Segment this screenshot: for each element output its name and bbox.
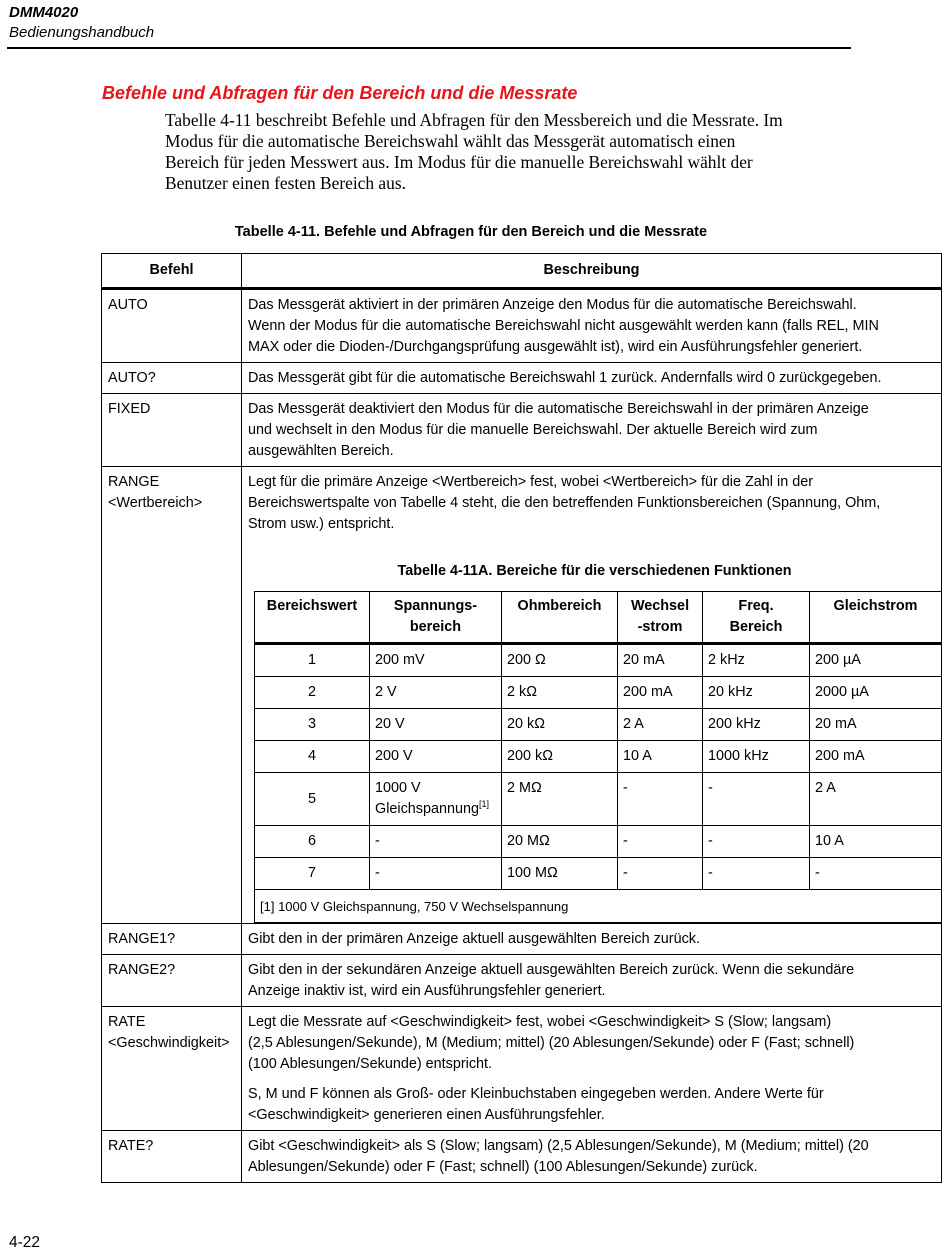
- ohm-range: 200 Ω: [502, 644, 618, 677]
- description-cell: [242, 289, 942, 363]
- description-line: Legt die Messrate auf <Geschwindigkeit> fest, wobei <Geschwindigkeit> S (Slow; langsam): [248, 1014, 832, 1030]
- command-name: AUTO: [108, 297, 148, 313]
- range-value: 5: [255, 773, 370, 826]
- description-line: Das Messgerät gibt für die automatische Bereichswahl 1 zurück. Andernfalls wird 0 zurückgegeben.: [248, 370, 882, 386]
- ohm-range: 100 MΩ: [502, 858, 618, 890]
- intro-paragraph: [165, 110, 855, 194]
- description-line: Gibt <Geschwindigkeit> als S (Slow; langsam) (2,5 Ablesungen/Sekunde), M (Medium; mittel) (20: [248, 1138, 869, 1154]
- table-row: [102, 1131, 942, 1183]
- description-cell: [242, 363, 942, 394]
- dc-current: 200 mA: [810, 741, 942, 773]
- header-line: -strom: [637, 619, 683, 635]
- intro-line: Benutzer einen festen Bereich aus.: [165, 173, 406, 193]
- header-freq-bereich: [703, 592, 810, 644]
- range-value: 4: [255, 741, 370, 773]
- description-line: und wechselt in den Modus für die manuelle Bereichswahl. Der aktuelle Bereich wird zum: [248, 422, 818, 438]
- command-cell: [102, 289, 242, 363]
- subtable-row: [255, 709, 942, 741]
- header-line: bereich: [409, 619, 462, 635]
- page-number: 4-22: [9, 1234, 41, 1251]
- header-line: Bereich: [729, 619, 783, 635]
- command-cell: [102, 924, 242, 955]
- description-line: Strom usw.) entspricht.: [248, 516, 395, 532]
- description-line: (100 Ablesungen/Sekunde) entspricht.: [248, 1056, 493, 1072]
- freq-range: 1000 kHz: [703, 741, 810, 773]
- command-name: RANGE1?: [108, 931, 176, 947]
- command-cell: [102, 394, 242, 467]
- command-name: RANGE: [108, 474, 160, 490]
- voltage-line: Gleichspannung: [375, 801, 480, 817]
- voltage-line: 1000 V: [375, 780, 421, 796]
- freq-range: -: [703, 858, 810, 890]
- dc-current: 10 A: [810, 826, 942, 858]
- subtable-footnote-row: [255, 890, 942, 923]
- description-line: ausgewählten Bereich.: [248, 443, 394, 459]
- description-line: Bereichswertspalte von Tabelle 4 steht, die den betreffenden Funktionsbereichen (Spannung, Ohm,: [248, 495, 881, 511]
- header-line: Spannungs-: [393, 598, 478, 614]
- description-line: Gibt den in der sekundären Anzeige aktuell ausgewählten Bereich zurück. Wenn die sekundäre: [248, 962, 855, 978]
- header-beschreibung: Beschreibung: [242, 254, 942, 289]
- header-befehl: Befehl: [102, 254, 242, 289]
- header-line: Wechsel: [630, 598, 690, 614]
- description-line: MAX oder die Dioden-/Durchgangsprüfung ausgewählt ist), wird ein Ausführungsfehler generiert.: [248, 339, 863, 355]
- command-name: AUTO?: [108, 370, 156, 386]
- ac-current: 20 mA: [618, 644, 703, 677]
- command-cell: [102, 363, 242, 394]
- description-line: (2,5 Ablesungen/Sekunde), M (Medium; mittel) (20 Ablesungen/Sekunde) oder F (Fast; schnell): [248, 1035, 855, 1051]
- freq-range: 200 kHz: [703, 709, 810, 741]
- intro-line: Tabelle 4-11 beschreibt Befehle und Abfragen für den Messbereich und die Messrate. Im: [165, 110, 783, 130]
- freq-range: 20 kHz: [703, 677, 810, 709]
- footnote: [1] 1000 V Gleichspannung, 750 V Wechselspannung: [255, 890, 942, 923]
- description-line: Ablesungen/Sekunde) oder F (Fast; schnell) (100 Ablesungen/Sekunde) zurück.: [248, 1159, 758, 1175]
- range-value: 3: [255, 709, 370, 741]
- description-line: Legt für die primäre Anzeige <Wertbereich> fest, wobei <Wertbereich> für die Zahl in der: [248, 474, 814, 490]
- ac-current: -: [618, 858, 703, 890]
- table-row: [102, 289, 942, 363]
- subtable-row: [255, 858, 942, 890]
- ac-current: 2 A: [618, 709, 703, 741]
- description-cell: [242, 924, 942, 955]
- voltage-range: -: [370, 826, 502, 858]
- header-ohmbereich: Ohmbereich: [502, 592, 618, 644]
- command-cell: [102, 467, 242, 924]
- command-argument: <Wertbereich>: [108, 495, 203, 511]
- subtable-row: [255, 826, 942, 858]
- subtable-row: [255, 741, 942, 773]
- description-line: Das Messgerät deaktiviert den Modus für die automatische Bereichswahl in der primären Anzeige: [248, 401, 869, 417]
- subtable-header-row: [255, 592, 942, 644]
- command-cell: [102, 1131, 242, 1183]
- description-line: Anzeige inaktiv ist, wird ein Ausführungsfehler generiert.: [248, 983, 606, 999]
- section-heading: Befehle und Abfragen für den Bereich und die Messrate: [102, 83, 578, 103]
- command-name: RATE?: [108, 1138, 154, 1154]
- command-table: [101, 253, 942, 1183]
- freq-range: -: [703, 773, 810, 826]
- description-cell: [242, 1007, 942, 1131]
- description-line: S, M und F können als Groß- oder Kleinbuchstaben eingegeben werden. Andere Werte für: [248, 1086, 824, 1102]
- intro-line: Bereich für jeden Messwert aus. Im Modus für die manuelle Bereichswahl wählt der: [165, 152, 753, 172]
- header-bereichswert: Bereichswert: [255, 592, 370, 644]
- ohm-range: 20 MΩ: [502, 826, 618, 858]
- header-rule: [7, 47, 851, 49]
- voltage-range: -: [370, 858, 502, 890]
- ohm-range: 200 kΩ: [502, 741, 618, 773]
- command-argument: <Geschwindigkeit>: [108, 1035, 230, 1051]
- footnote-mark: [1]: [479, 799, 490, 810]
- ac-current: 200 mA: [618, 677, 703, 709]
- command-cell: [102, 955, 242, 1007]
- table-row: [102, 363, 942, 394]
- dc-current: 2000 µA: [810, 677, 942, 709]
- command-name: FIXED: [108, 401, 151, 417]
- description-line: Wenn der Modus für die automatische Bereichswahl nicht ausgewählt werden kann (falls REL, MIN: [248, 318, 879, 334]
- voltage-range: 20 V: [370, 709, 502, 741]
- description-line: Das Messgerät aktiviert in der primären Anzeige den Modus für die automatische Bereichswahl.: [248, 297, 857, 313]
- header-spannungsbereich: [370, 592, 502, 644]
- table-row: [102, 1007, 942, 1131]
- header-line: Freq.: [738, 598, 774, 614]
- header-wechselstrom: [618, 592, 703, 644]
- dc-current: -: [810, 858, 942, 890]
- command-name: RANGE2?: [108, 962, 176, 978]
- command-name: RATE: [108, 1014, 146, 1030]
- freq-range: 2 kHz: [703, 644, 810, 677]
- range-values-table: [254, 591, 942, 923]
- description-line: <Geschwindigkeit> generieren einen Ausführungsfehler.: [248, 1107, 605, 1123]
- description-paragraph: [248, 1084, 935, 1126]
- table-row: [102, 394, 942, 467]
- subtable-caption: Tabelle 4-11A. Bereiche für die verschiedenen Funktionen: [397, 563, 792, 579]
- subtable-row: [255, 677, 942, 709]
- description-cell: [242, 467, 942, 924]
- ac-current: 10 A: [618, 741, 703, 773]
- voltage-range: 200 mV: [370, 644, 502, 677]
- ac-current: -: [618, 826, 703, 858]
- description-line: Gibt den in der primären Anzeige aktuell ausgewählten Bereich zurück.: [248, 931, 700, 947]
- header-gleichstrom: Gleichstrom: [810, 592, 942, 644]
- ohm-range: 2 MΩ: [502, 773, 618, 826]
- table-caption: Tabelle 4-11. Befehle und Abfragen für den Bereich und die Messrate: [234, 224, 708, 240]
- voltage-range: 200 V: [370, 741, 502, 773]
- command-cell: [102, 1007, 242, 1131]
- dc-current: 20 mA: [810, 709, 942, 741]
- description-cell: [242, 394, 942, 467]
- voltage-range: 2 V: [370, 677, 502, 709]
- manual-title: DMM4020: [9, 4, 79, 21]
- dc-current: 2 A: [810, 773, 942, 826]
- range-value: 2: [255, 677, 370, 709]
- description-cell: [242, 1131, 942, 1183]
- freq-range: -: [703, 826, 810, 858]
- table-row: [102, 924, 942, 955]
- description-cell: [242, 955, 942, 1007]
- voltage-range: [370, 773, 502, 826]
- range-value: 1: [255, 644, 370, 677]
- intro-line: Modus für die automatische Bereichswahl wählt das Messgerät automatisch einen: [165, 131, 736, 151]
- table-header-row: [102, 254, 942, 289]
- ohm-range: 2 kΩ: [502, 677, 618, 709]
- subtable-row: [255, 644, 942, 677]
- table-row: [102, 467, 942, 924]
- ac-current: -: [618, 773, 703, 826]
- range-value: 6: [255, 826, 370, 858]
- subtable-row: [255, 773, 942, 826]
- range-value: 7: [255, 858, 370, 890]
- table-row: [102, 955, 942, 1007]
- manual-subtitle: Bedienungshandbuch: [9, 24, 155, 41]
- ohm-range: 20 kΩ: [502, 709, 618, 741]
- dc-current: 200 µA: [810, 644, 942, 677]
